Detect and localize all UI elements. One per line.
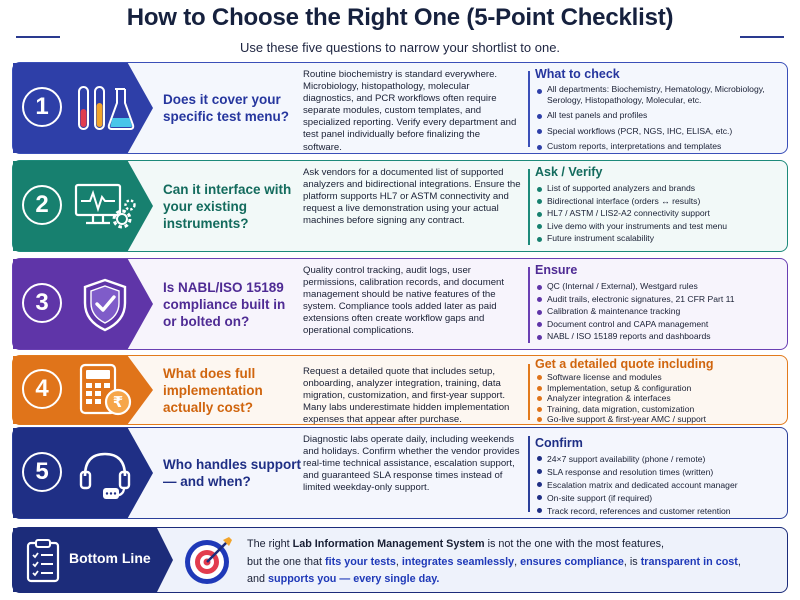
card-number: 5 [22,452,62,492]
card-divider [528,169,530,245]
bottom-line-banner [12,527,788,593]
highlight-support: supports you — every single day. [268,573,440,585]
checklist-item: Go-live support & first-year AMC / support [535,414,785,425]
checklist-card-1 [12,62,788,154]
headset-support-icon [73,446,137,502]
card-number: 4 [22,369,62,409]
checklist-item: Audit trails, electronic signatures, 21 CFR Part 11 [535,293,785,306]
bottom-line-row-2 [247,554,777,572]
checklist-item: On-site support (if required) [535,492,785,505]
checklist-item: Analyzer integration & interfaces [535,393,785,404]
card-number: 3 [22,283,62,323]
checklist-item: List of supported analyzers and brands [535,182,785,195]
text-span: but the one that [247,555,326,568]
checklist-item: Document control and CAPA management [535,318,785,331]
bottom-line-text [247,536,777,589]
card-checklist [535,263,785,343]
checklist-title: Ask / Verify [535,165,603,179]
bottom-line-row-3 [247,571,777,589]
checklist-card-3 [12,258,788,350]
highlight-lims: Lab Information Management System [292,538,485,550]
checklist-title: Ensure [535,263,578,277]
card-question: Can it interface with your existing instruments? [163,181,292,231]
checklist-item: HL7 / ASTM / LIS2-A2 connectivity support [535,207,785,220]
title-rule-right [740,36,784,38]
text-span: , [737,555,741,568]
monitor-gear-icon [73,179,137,235]
card-question: What does full implementation actually cost? [163,365,263,415]
highlight-fits-tests: fits your tests [325,555,396,568]
card-description: Request a detailed quote that includes setup, onboarding, analyzer integration, training, data migration, customization, and first-year support. Many labs underestimate hidden implementation expenses that appear after purchase. [303,366,510,426]
title-rule-left [16,36,60,38]
highlight-compliance: ensures compliance [520,555,624,568]
card-checklist [535,165,785,245]
text-span: , is [623,555,641,568]
card-description: Ask vendors for a documented list of supported analyzers and bidirectional integrations. Ensure the platform supports HL7 or ASTM connectivity and request a live demonstration using your actual machines before signing any contract. [303,167,521,227]
card-description: Routine biochemistry is standard everywhere. Microbiology, histopathology, molecular diagnostics, and PCR workflows often require separate modules, custom templates, and specialized reporting. Verify every department and test panel individually before finalizing the software. [303,69,517,153]
calculator-rupee-icon [73,362,137,418]
card-checklist [535,436,785,518]
checklist-card-5 [12,427,788,519]
checklist-item: All test panels and profiles [535,109,785,123]
card-divider [528,364,530,420]
checklist-item: Custom reports, interpretations and templates [535,140,785,154]
page-title: How to Choose the Right One (5-Point Checklist) [126,4,674,31]
card-divider [528,71,530,147]
card-question: Is NABL/ISO 15189 compliance built in or bolted on? [163,279,286,329]
checklist-item: QC (Internal / External), Westgard rules [535,280,785,293]
text-span: and [247,573,269,585]
checklist-item: Software license and modules [535,372,785,383]
checklist-item: Calibration & maintenance tracking [535,305,785,318]
checklist-item: Implementation, setup & configuration [535,383,785,394]
checklist-title: Get a detailed quote including [535,357,714,371]
checklist-card-2 [12,160,788,252]
text-span: is not the one with the most features, [484,538,665,550]
highlight-cost: transparent in cost [640,555,738,568]
highlight-integrates: integrates seamlessly [401,555,515,568]
card-question: Does it cover your specific test menu? [163,92,290,124]
checklist-item: Training, data migration, customization [535,404,785,415]
card-description: Diagnostic labs operate daily, including weekends and holidays. Confirm whether the vendor provides real-time technical assistance, escalation support, and guaranteed SLA response times instead of limited weekday-only support. [303,434,520,494]
card-divider [528,436,530,512]
card-description: Quality control tracking, audit logs, user permissions, calibration records, and document management should be native features of the system. Compliance tools added later as paid extensions often create workflow gaps and operational complications. [303,265,505,337]
clipboard-checklist-icon [25,538,61,584]
page-subtitle: Use these five questions to narrow your shortlist to one. [239,40,561,55]
bottom-line-row-1 [247,536,777,554]
checklist-card-4 [12,355,788,425]
checklist-item: SLA response and resolution times (written) [535,466,785,479]
card-divider [528,267,530,343]
card-question: Who handles support — and when? [163,457,301,489]
checklist-item: Future instrument scalability [535,232,785,245]
checklist-title: Confirm [535,436,583,450]
svg-text:₹: ₹ [112,393,124,411]
text-span: , [514,555,521,568]
text-span: The right [247,538,293,550]
checklist-item: Escalation matrix and dedicated account manager [535,479,785,492]
bottom-line-label: Bottom Line [69,550,151,566]
card-checklist [535,357,785,436]
checklist-item: Track record, references and customer retention [535,505,785,518]
checklist-item: Bidirectional interface (orders ↔ results) [535,195,785,208]
card-number: 2 [22,185,62,225]
checklist-item: Live demo with your instruments and test menu [535,220,785,233]
checklist-item: Special workflows (PCR, NGS, IHC, ELISA, etc.) [535,125,785,139]
text-span: , [395,555,402,568]
target-arrow-icon [183,534,235,586]
checklist-title: What to check [535,67,620,81]
test-tubes-icon [73,81,137,137]
checklist-item: All departments: Biochemistry, Hematology, Microbiology, Serology, Histopathology, Molecular, etc. [535,84,785,106]
checklist-item: NABL / ISO 15189 reports and dashboards [535,330,785,343]
checklist-item: 24×7 support availability (phone / remote) [535,453,785,466]
card-number: 1 [22,87,62,127]
card-checklist [535,67,785,154]
shield-check-icon [73,277,137,333]
